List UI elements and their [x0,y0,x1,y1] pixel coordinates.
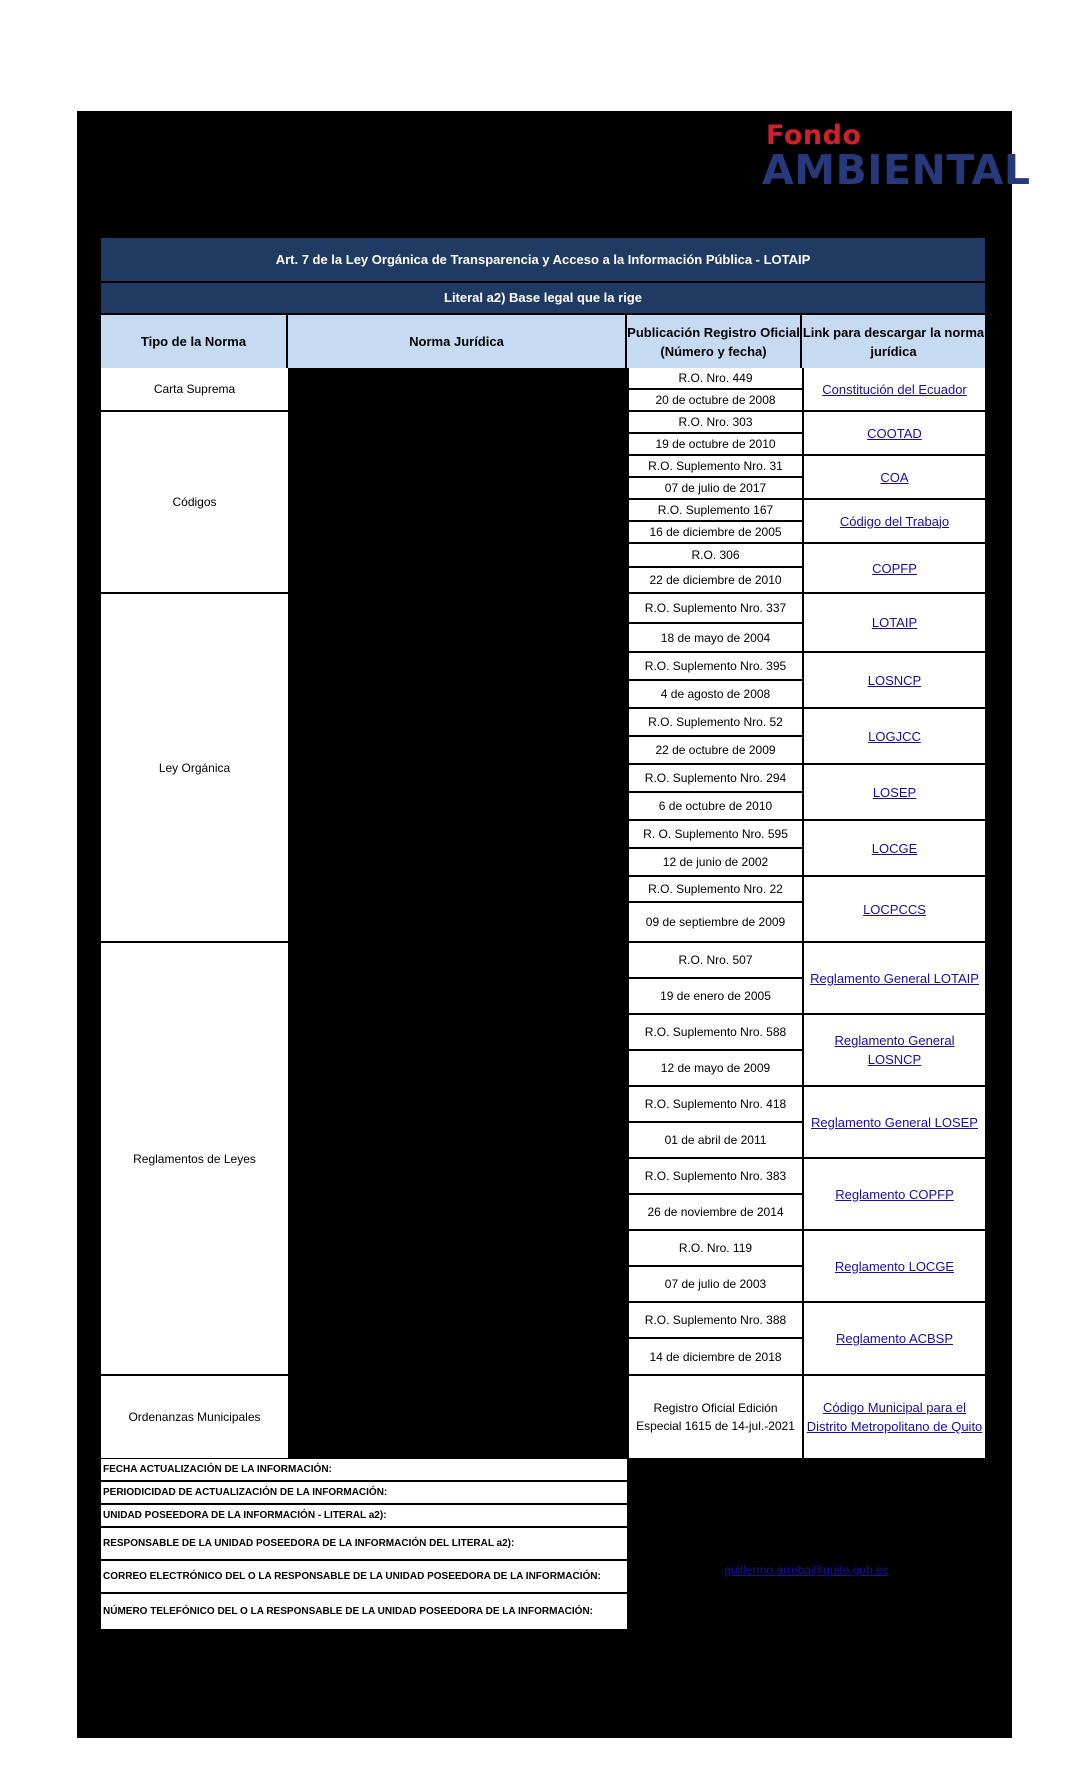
download-link-cell [804,544,985,594]
download-link[interactable]: LOSNCP [867,672,922,688]
publicacion-cell: R.O. Suplemento Nro. 337 [629,594,802,624]
download-link[interactable]: LOTAIP [871,615,918,630]
publicacion-cell: 01 de abril de 2011 [629,1123,802,1159]
download-link-cell [804,1087,985,1159]
publicacion-cell: 09 de septiembre de 2009 [629,903,802,943]
download-link[interactable]: COPFP [872,560,917,576]
footer-info [101,1459,627,1629]
download-link-cell [804,877,985,943]
publicacion-cell: R.O. 306 [629,544,802,568]
footer-row-correo: CORREO ELECTRÓNICO DEL O LA RESPONSABLE DE LA UNIDAD POSEEDORA DE LA INFORMACIÓN: [101,1561,627,1594]
footer-row-periodicidad: PERIODICIDAD DE ACTUALIZACIÓN DE LA INFORMACIÓN: [101,1482,627,1505]
download-link[interactable]: Reglamento COPFP [835,1186,954,1202]
download-link-cell [804,594,985,653]
publicacion-cell: 22 de diciembre de 2010 [629,568,802,594]
publicacion-cell: 22 de octubre de 2009 [629,737,802,765]
download-link-cell [804,765,985,821]
download-link[interactable]: LOGJCC [868,728,921,744]
publicacion-cell: 19 de octubre de 2010 [629,434,802,456]
download-link-cell [804,653,985,709]
norma-juridica-column [290,368,627,1458]
download-link-cell [804,500,985,544]
publicacion-cell: 4 de agosto de 2008 [629,681,802,709]
publicacion-cell: R.O. Nro. 449 [629,368,802,390]
table-subtitle: Literal a2) Base legal que la rige [101,283,985,315]
download-link[interactable]: Código del Trabajo [839,513,950,529]
publicacion-cell: R.O. Suplemento Nro. 588 [629,1015,802,1051]
publicacion-cell: R.O. Nro. 119 [629,1231,802,1267]
legal-basis-table [101,238,985,1458]
responsible-email-link[interactable]: guillermo.arroba@quito.gob.ec [724,1563,889,1577]
publicacion-cell: R.O. Suplemento 167 [629,500,802,522]
download-link-cell [804,821,985,877]
logo-line2: AMBIENTAL [762,146,1031,194]
publicacion-cell: Registro Oficial Edición Especial 1615 de 14-jul.-2021 [629,1376,802,1458]
publicacion-cell: 07 de julio de 2003 [629,1267,802,1303]
publicacion-cell: 18 de mayo de 2004 [629,624,802,653]
publicacion-cell: 26 de noviembre de 2014 [629,1195,802,1231]
download-link-cell [804,709,985,765]
publicacion-cell: R. O. Suplemento Nro. 595 [629,821,802,849]
table-body [101,368,985,1458]
download-link-cell [804,1231,985,1303]
header-norma: Norma Jurídica [288,315,627,368]
download-link[interactable]: LOCPCCS [863,901,926,917]
publicacion-cell: R.O. Suplemento Nro. 22 [629,877,802,903]
tipo-cell: Reglamentos de Leyes [101,943,288,1376]
logo-line1: Fondo [766,120,862,151]
download-link-cell [804,368,985,412]
download-link[interactable]: Reglamento General LOSEP [811,1114,978,1130]
publicacion-cell: 16 de diciembre de 2005 [629,522,802,544]
download-link[interactable]: Reglamento General LOTAIP [810,970,979,986]
download-link[interactable]: COA [880,469,909,485]
tipo-cell: Carta Suprema [101,368,288,412]
header-link: Link para descargar la norma jurídica [802,315,985,368]
table-title: Art. 7 de la Ley Orgánica de Transparencia y Acceso a la Información Pública - LOTAIP [101,238,985,283]
download-link-cell [804,412,985,456]
download-link-cell [804,1015,985,1087]
download-link[interactable]: Constitución del Ecuador [822,381,967,397]
publicacion-cell: 19 de enero de 2005 [629,979,802,1015]
publicacion-cell: 6 de octubre de 2010 [629,793,802,821]
download-link-cell [804,1159,985,1231]
download-link[interactable]: Reglamento LOCGE [834,1258,955,1274]
fondo-ambiental-logo [762,120,1031,194]
download-link[interactable]: LOCGE [871,840,918,856]
tipo-cell: Códigos [101,412,288,594]
download-link[interactable]: Reglamento ACBSP [835,1331,954,1346]
publicacion-cell: R.O. Suplemento Nro. 31 [629,456,802,478]
header-publicacion: Publicación Registro Oficial (Número y fecha) [627,315,802,368]
publicacion-cell: R.O. Suplemento Nro. 294 [629,765,802,793]
header-tipo: Tipo de la Norma [101,315,288,368]
publicacion-cell: 12 de mayo de 2009 [629,1051,802,1087]
publicacion-cell: 14 de diciembre de 2018 [629,1339,802,1376]
publicacion-cell: R.O. Suplemento Nro. 418 [629,1087,802,1123]
publicacion-cell: 20 de octubre de 2008 [629,390,802,412]
download-link[interactable]: Reglamento General LOSNCP [834,1033,955,1067]
publicacion-cell: 07 de julio de 2017 [629,478,802,500]
tipo-cell: Ordenanzas Municipales [101,1376,288,1458]
publicacion-cell: R.O. Suplemento Nro. 395 [629,653,802,681]
publicacion-cell: R.O. Nro. 507 [629,943,802,979]
download-link[interactable]: LOSEP [872,784,917,800]
publicacion-cell: R.O. Suplemento Nro. 383 [629,1159,802,1195]
publicacion-cell: R.O. Suplemento Nro. 52 [629,709,802,737]
download-link[interactable]: Código Municipal para el Distrito Metropolitano de Quito [806,1400,983,1434]
table-header-row [101,315,985,368]
publicacion-cell: 12 de junio de 2002 [629,849,802,877]
download-link-cell [804,943,985,1015]
download-link[interactable]: COOTAD [867,425,922,441]
publicacion-cell: R.O. Suplemento Nro. 388 [629,1303,802,1339]
footer-row-telefono: NÚMERO TELEFÓNICO DEL O LA RESPONSABLE DE LA UNIDAD POSEEDORA DE LA INFORMACIÓN: [101,1594,627,1629]
publicacion-cell: R.O. Nro. 303 [629,412,802,434]
download-link-cell [804,456,985,500]
tipo-cell: Ley Orgánica [101,594,288,943]
footer-row-fecha: FECHA ACTUALIZACIÓN DE LA INFORMACIÓN: [101,1459,627,1482]
footer-row-responsable: RESPONSABLE DE LA UNIDAD POSEEDORA DE LA INFORMACIÓN DEL LITERAL a2): [101,1528,627,1561]
download-link-cell [804,1376,985,1458]
download-link-cell [804,1303,985,1376]
footer-row-unidad: UNIDAD POSEEDORA DE LA INFORMACIÓN - LITERAL a2): [101,1505,627,1528]
